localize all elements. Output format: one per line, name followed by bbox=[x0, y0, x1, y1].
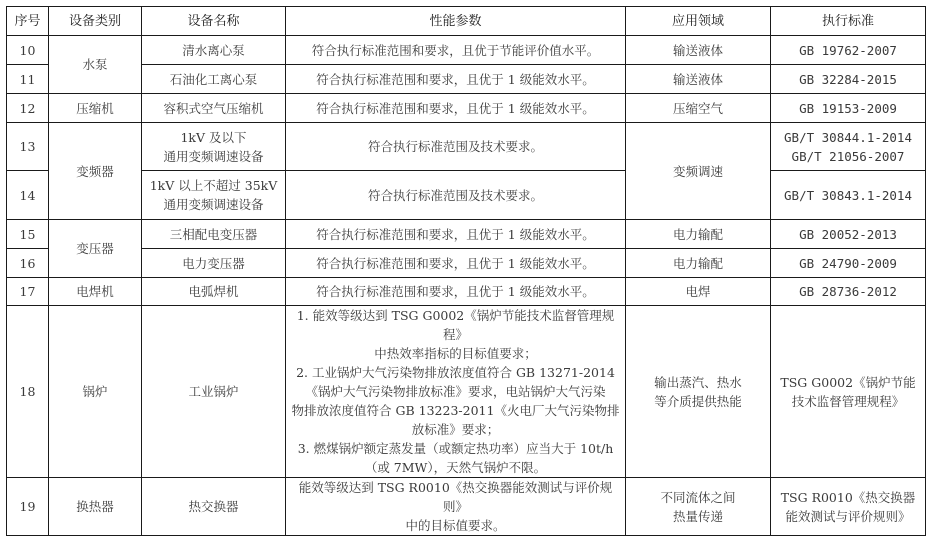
row-standard-line2: 能效测试与评价规则》 bbox=[785, 508, 911, 524]
row-performance bbox=[286, 306, 626, 478]
row-name: 电弧焊机 bbox=[142, 278, 286, 306]
performance-line: 中的目标值要求。 bbox=[405, 518, 506, 533]
row-name: 三相配电变压器 bbox=[142, 220, 286, 249]
row-performance: 符合执行标准范围和要求，且优于 1 级能效水平。 bbox=[286, 65, 626, 94]
row-application-line2: 热量传递 bbox=[672, 508, 723, 524]
row-standard-line1: GB/T 30844.1-2014 bbox=[784, 129, 912, 145]
row-standard: GB 19762-2007 bbox=[771, 36, 926, 65]
row-application: 电力输配 bbox=[626, 249, 771, 278]
row-application: 变频调速 bbox=[626, 123, 771, 220]
row-standard: GB 32284-2015 bbox=[771, 65, 926, 94]
row-name: 热交换器 bbox=[142, 478, 286, 536]
row-name: 清水离心泵 bbox=[142, 36, 286, 65]
row-name bbox=[142, 123, 286, 171]
performance-line: 能效等级达到 TSG R0010《热交换器能效测试与评价规则》 bbox=[298, 480, 613, 514]
header-row bbox=[7, 7, 926, 36]
row-standard-line1: TSG G0002《锅炉节能 bbox=[780, 374, 916, 390]
row-standard-line2: 技术监督管理规程》 bbox=[791, 393, 905, 409]
row-application: 输送液体 bbox=[626, 36, 771, 65]
row-standard: GB 24790-2009 bbox=[771, 249, 926, 278]
table-row bbox=[7, 220, 926, 249]
performance-line: 《锅炉大气污染物排放标准》要求，电站锅炉大气污染 bbox=[305, 384, 606, 399]
table-row bbox=[7, 278, 926, 306]
row-no: 18 bbox=[7, 306, 49, 478]
row-performance: 符合执行标准范围和要求，且优于 1 级能效水平。 bbox=[286, 249, 626, 278]
performance-line: 3. 燃煤锅炉额定蒸发量（或额定热功率）应当大于 10t/h bbox=[297, 441, 614, 456]
row-standard bbox=[771, 123, 926, 171]
row-application: 电力输配 bbox=[626, 220, 771, 249]
performance-line: 放标准》要求； bbox=[411, 422, 500, 437]
row-performance: 符合执行标准范围和要求，且优于 1 级能效水平。 bbox=[286, 278, 626, 306]
row-no: 12 bbox=[7, 94, 49, 123]
table-row bbox=[7, 36, 926, 65]
performance-line: 物排放浓度值符合 GB 13223-2011《火电厂大气污染物排 bbox=[291, 403, 620, 418]
row-performance: 符合执行标准范围和要求，且优于 1 级能效水平。 bbox=[286, 220, 626, 249]
performance-line: 2. 工业锅炉大气污染物排放浓度值符合 GB 13271-2014 bbox=[296, 365, 615, 380]
row-standard bbox=[771, 478, 926, 536]
table-row bbox=[7, 94, 926, 123]
row-standard-line2: GB/T 21056-2007 bbox=[791, 148, 905, 164]
performance-line: 1. 能效等级达到 TSG G0002《锅炉节能技术监督管理规程》 bbox=[296, 308, 615, 342]
row-no: 10 bbox=[7, 36, 49, 65]
row-name-line1: 1kV 以上不超过 35kV bbox=[149, 178, 278, 193]
row-no: 16 bbox=[7, 249, 49, 278]
table-row bbox=[7, 306, 926, 478]
equipment-spec-table bbox=[6, 6, 926, 536]
row-no: 13 bbox=[7, 123, 49, 171]
table-row bbox=[7, 478, 926, 536]
row-application bbox=[626, 306, 771, 478]
row-category: 压缩机 bbox=[49, 94, 142, 123]
row-category: 换热器 bbox=[49, 478, 142, 536]
row-application-line2: 等介质提供热能 bbox=[654, 393, 742, 409]
row-performance bbox=[286, 478, 626, 536]
row-name: 石油化工离心泵 bbox=[142, 65, 286, 94]
row-application-line1: 不同流体之间 bbox=[660, 489, 736, 505]
row-name-line2: 通用变频调速设备 bbox=[163, 148, 264, 164]
row-standard: GB 28736-2012 bbox=[771, 278, 926, 306]
row-name-line1: 1kV 及以下 bbox=[180, 129, 247, 145]
table-row bbox=[7, 65, 926, 94]
header-category: 设备类别 bbox=[49, 7, 142, 36]
row-name: 电力变压器 bbox=[142, 249, 286, 278]
row-no: 19 bbox=[7, 478, 49, 536]
row-name: 容积式空气压缩机 bbox=[142, 94, 286, 123]
row-application: 输送液体 bbox=[626, 65, 771, 94]
row-performance: 符合执行标准范围和要求，且优于节能评价值水平。 bbox=[286, 36, 626, 65]
row-name bbox=[142, 171, 286, 220]
header-no: 序号 bbox=[7, 7, 49, 36]
table-row bbox=[7, 249, 926, 278]
row-category: 变压器 bbox=[49, 220, 142, 278]
row-application: 压缩空气 bbox=[626, 94, 771, 123]
row-no: 11 bbox=[7, 65, 49, 94]
row-standard: GB/T 30843.1-2014 bbox=[771, 171, 926, 220]
row-category: 水泵 bbox=[49, 36, 142, 94]
row-no: 17 bbox=[7, 278, 49, 306]
header-performance: 性能参数 bbox=[286, 7, 626, 36]
row-standard: GB 20052-2013 bbox=[771, 220, 926, 249]
row-application-line1: 输出蒸汽、热水 bbox=[654, 374, 742, 390]
row-no: 15 bbox=[7, 220, 49, 249]
row-name-line2: 通用变频调速设备 bbox=[163, 197, 264, 212]
row-application: 电焊 bbox=[626, 278, 771, 306]
row-performance: 符合执行标准范围及技术要求。 bbox=[286, 171, 626, 220]
table-row bbox=[7, 123, 926, 171]
header-standard: 执行标准 bbox=[771, 7, 926, 36]
header-name: 设备名称 bbox=[142, 7, 286, 36]
table-row bbox=[7, 171, 926, 220]
row-standard: GB 19153-2009 bbox=[771, 94, 926, 123]
row-category: 变频器 bbox=[49, 123, 142, 220]
row-performance: 符合执行标准范围和要求，且优于 1 级能效水平。 bbox=[286, 94, 626, 123]
row-no: 14 bbox=[7, 171, 49, 220]
row-category: 锅炉 bbox=[49, 306, 142, 478]
row-performance: 符合执行标准范围及技术要求。 bbox=[286, 123, 626, 171]
row-application bbox=[626, 478, 771, 536]
row-category: 电焊机 bbox=[49, 278, 142, 306]
row-standard-line1: TSG R0010《热交换器 bbox=[780, 489, 916, 505]
row-name: 工业锅炉 bbox=[142, 306, 286, 478]
performance-line: 中热效率指标的目标值要求； bbox=[374, 346, 537, 361]
row-standard bbox=[771, 306, 926, 478]
header-application: 应用领域 bbox=[626, 7, 771, 36]
performance-line: （或 7MW），天然气锅炉不限。 bbox=[364, 460, 547, 475]
